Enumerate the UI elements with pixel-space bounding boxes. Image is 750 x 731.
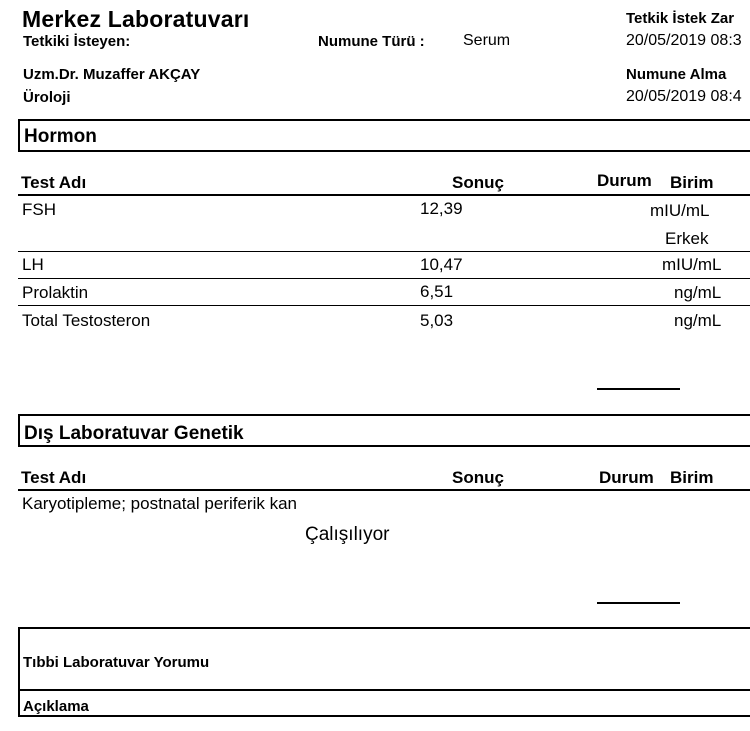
- sample-type-label: Numune Türü :: [318, 33, 425, 50]
- genetik-col-result: Sonuç: [452, 468, 504, 487]
- genetik-header-rule: [18, 489, 750, 491]
- hormon-col-unit: Birim: [670, 173, 714, 192]
- doctor-name: Uzm.Dr. Muzaffer AKÇAY: [23, 66, 201, 83]
- department: Üroloji: [23, 89, 71, 106]
- test-unit: mIU/mL: [650, 201, 710, 220]
- genetik-col-unit: Birim: [670, 468, 714, 487]
- requester-label: Tetkiki İsteyen:: [23, 33, 131, 50]
- comment-box: [18, 627, 750, 717]
- reference-note: Erkek: [665, 229, 709, 248]
- test-result: 5,03: [420, 311, 454, 330]
- genetik-col-status: Durum: [599, 468, 654, 487]
- test-result: 12,39: [420, 199, 463, 218]
- hormon-header-rule: [18, 194, 750, 196]
- collection-value: 20/05/2019 08:4: [626, 88, 742, 105]
- test-name: Prolaktin: [22, 283, 89, 302]
- row-divider: [18, 251, 750, 252]
- genetik-section-title: Dış Laboratuvar Genetik: [24, 423, 244, 444]
- test-result: 10,47: [420, 255, 463, 274]
- comment-divider: [18, 689, 750, 691]
- hormon-col-result: Sonuç: [452, 173, 504, 192]
- test-name: LH: [22, 255, 44, 274]
- row-divider: [18, 278, 750, 279]
- genetik-section-header: [18, 414, 750, 447]
- test-name: Karyotipleme; postnatal periferik kan: [22, 494, 297, 513]
- sample-type-value: Serum: [463, 32, 511, 49]
- note-label: Açıklama: [23, 698, 89, 715]
- request-time-value: 20/05/2019 08:3: [626, 32, 742, 49]
- hormon-section-header: [18, 119, 750, 152]
- genetik-col-test: Test Adı: [21, 468, 87, 487]
- signature-line: [597, 388, 680, 390]
- hormon-section-title: Hormon: [24, 126, 97, 147]
- row-divider: [18, 305, 750, 306]
- test-result: Çalışılıyor: [305, 524, 390, 545]
- signature-line: [597, 602, 680, 604]
- test-unit: mIU/mL: [662, 255, 722, 274]
- hormon-col-status: Durum: [597, 171, 652, 190]
- hormon-col-test: Test Adı: [21, 173, 87, 192]
- comment-title: Tıbbi Laboratuvar Yorumu: [23, 654, 210, 671]
- test-name: FSH: [22, 200, 56, 219]
- test-name: Total Testosteron: [22, 311, 151, 330]
- collection-label: Numune Alma: [626, 66, 727, 83]
- test-unit: ng/mL: [674, 283, 722, 302]
- request-time-label: Tetkik İstek Zar: [626, 10, 735, 27]
- lab-name: Merkez Laboratuvarı: [22, 6, 250, 32]
- test-result: 6,51: [420, 282, 454, 301]
- test-unit: ng/mL: [674, 311, 722, 330]
